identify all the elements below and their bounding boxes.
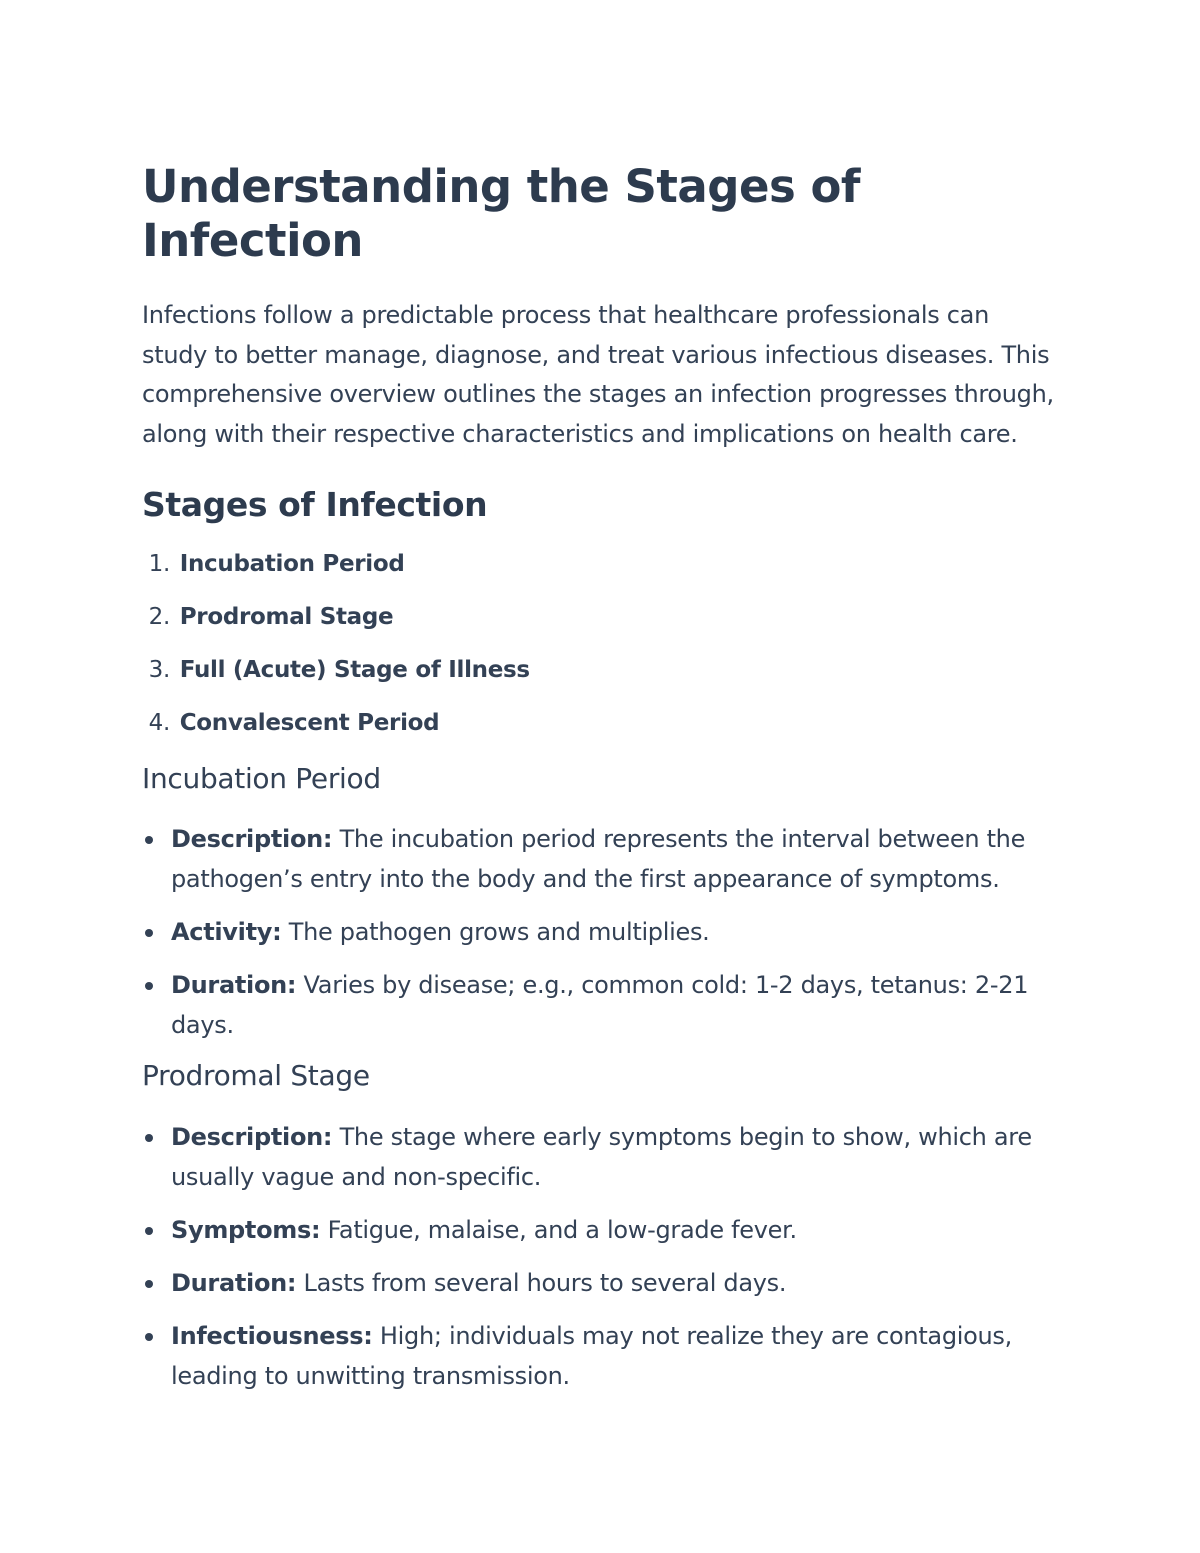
- fact-text: Lasts from several hours to several days.: [296, 1268, 787, 1297]
- stage-item: [142, 549, 1060, 579]
- fact-text: Varies by disease; e.g., common cold: 1-2 days, tetanus: 2-21 days.: [171, 971, 1029, 1040]
- list-item: [142, 965, 1060, 1045]
- prodromal-facts: [142, 1117, 1060, 1396]
- stage-label: Prodromal Stage: [179, 603, 394, 630]
- list-item: [142, 1263, 1060, 1303]
- fact-text: Fatigue, malaise, and a low-grade fever.: [320, 1215, 797, 1244]
- bullet-icon: [145, 1227, 153, 1235]
- fact-text: The stage where early symptoms begin to show, which are usually vague and non-specific.: [171, 1122, 1032, 1191]
- stage-label: Full (Acute) Stage of Illness: [179, 656, 530, 683]
- incubation-facts: [142, 819, 1060, 1045]
- stage-item: [142, 655, 1060, 685]
- bullet-icon: [145, 1333, 153, 1341]
- incubation-heading: Incubation Period: [142, 761, 381, 795]
- list-item: [142, 912, 1060, 952]
- prodromal-heading: Prodromal Stage: [142, 1059, 370, 1093]
- fact-term: Activity:: [171, 918, 282, 947]
- bullet-icon: [145, 1134, 153, 1142]
- fact-term: Symptoms:: [171, 1215, 321, 1244]
- stages-heading: Stages of Infection: [142, 485, 488, 524]
- fact-text: The pathogen grows and multiplies.: [281, 918, 710, 947]
- fact-term: Duration:: [171, 971, 297, 1000]
- bullet-icon: [145, 982, 153, 990]
- fact-text: High; individuals may not realize they are contagious, leading to unwitting transmission.: [171, 1321, 1012, 1390]
- stage-number: 4.: [148, 709, 170, 736]
- stage-item: [142, 708, 1060, 738]
- bullet-icon: [145, 1280, 153, 1288]
- intro-paragraph: Infections follow a predictable process that healthcare professionals can study to better manage, diagnose, and treat various infectious diseases. This comprehensive overview outlines the stages an infection progresses through, along with their respective characteristics and implications on health care.: [142, 301, 1054, 448]
- fact-term: Description:: [171, 825, 333, 854]
- bullet-icon: [145, 836, 153, 844]
- stage-label: Incubation Period: [179, 550, 405, 577]
- document-title: Understanding the Stages of Infection: [142, 160, 860, 267]
- stage-number: 3.: [148, 656, 170, 683]
- stage-number: 1.: [148, 550, 170, 577]
- list-item: [142, 1210, 1060, 1250]
- list-item: [142, 1316, 1060, 1396]
- stage-item: [142, 602, 1060, 632]
- list-item: [142, 819, 1060, 899]
- stage-number: 2.: [148, 603, 170, 630]
- fact-term: Infectiousness:: [171, 1321, 373, 1350]
- stage-label: Convalescent Period: [179, 709, 440, 736]
- fact-term: Description:: [171, 1122, 333, 1151]
- fact-term: Duration:: [171, 1268, 297, 1297]
- fact-text: The incubation period represents the interval between the pathogen’s entry into the body and the first appearance of symptoms.: [171, 825, 1026, 894]
- list-item: [142, 1117, 1060, 1197]
- stages-list: [142, 549, 1060, 738]
- bullet-icon: [145, 929, 153, 937]
